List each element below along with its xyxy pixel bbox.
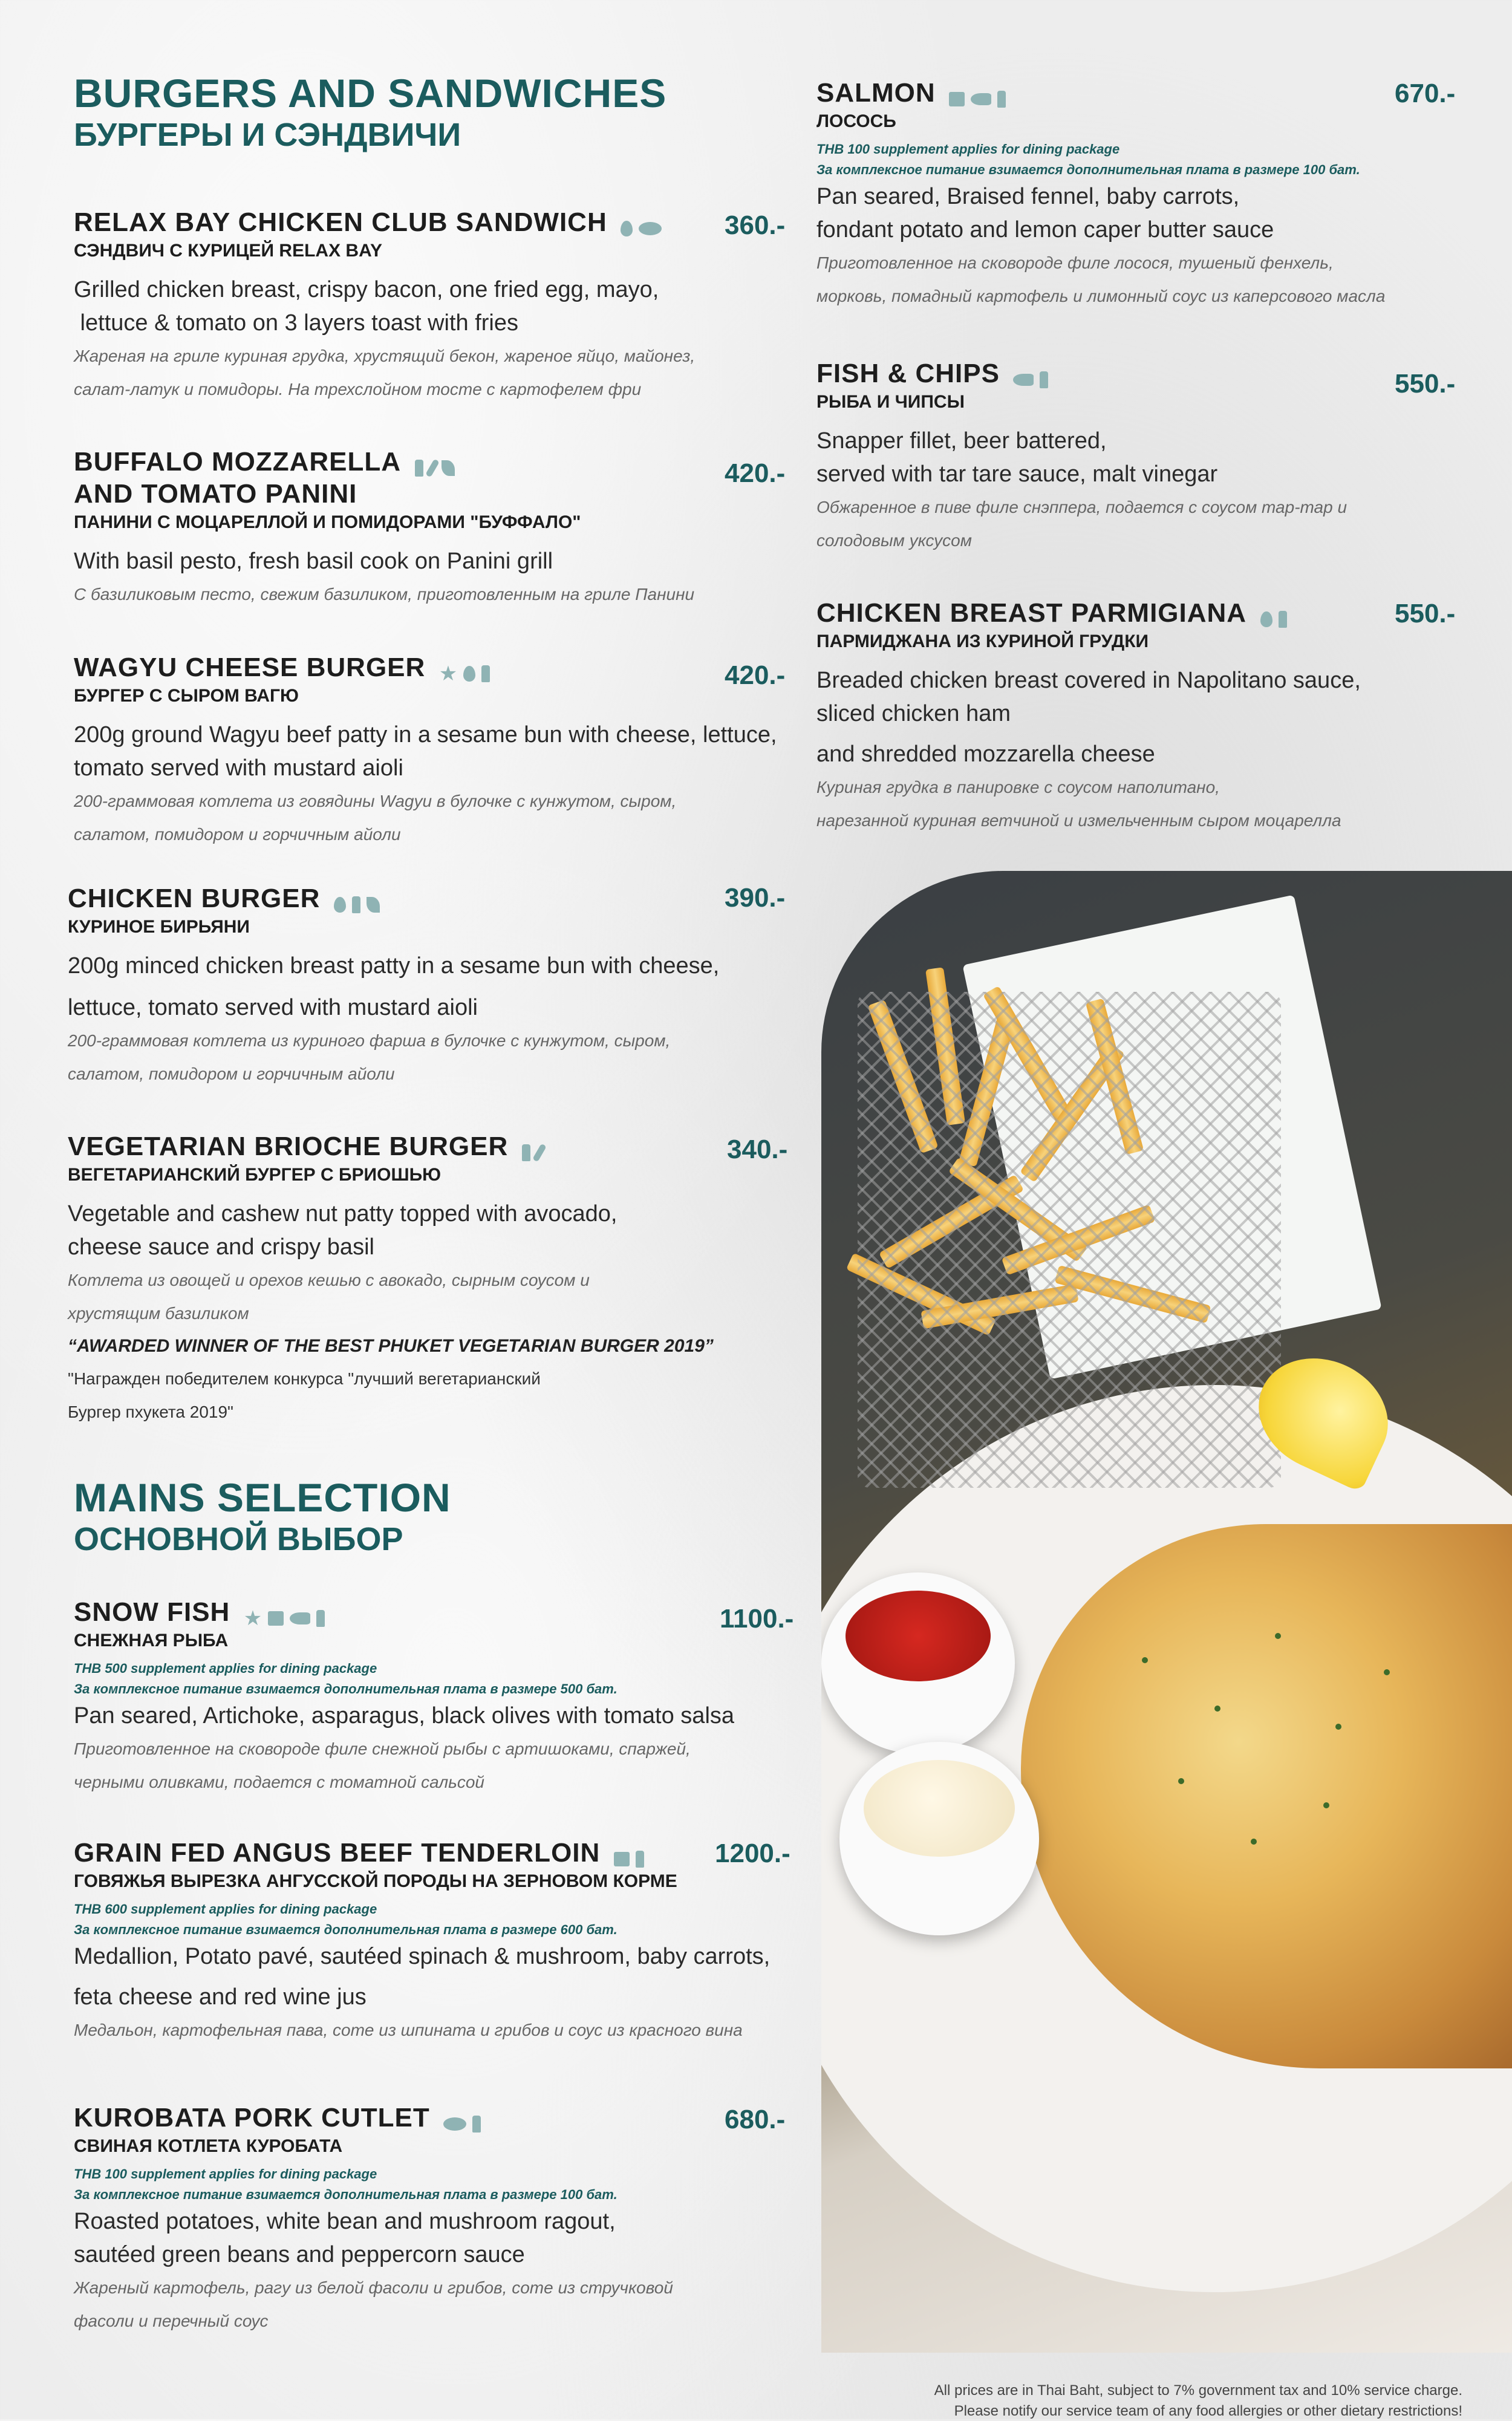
item-desc-ru: Котлета из овощей и орехов кешью с авокадо, сырным соусом и bbox=[68, 1270, 590, 1289]
item-desc-2: served with tar tare sauce, malt vinegar bbox=[816, 461, 1218, 487]
wire-basket bbox=[858, 992, 1281, 1488]
item-price: 360.- bbox=[725, 210, 786, 240]
item-desc: Snapper fillet, beer battered, bbox=[816, 428, 1107, 454]
menu-item-vegetarian-burger bbox=[68, 1131, 793, 1429]
leaf-icon bbox=[367, 897, 380, 913]
item-desc-ru: Медальон, картофельная пава, соте из шпината и грибов и соус из красного вина bbox=[74, 2021, 743, 2040]
item-desc-ru: Приготовленное на сковороде филе лосося, тушеный фенхель, bbox=[816, 253, 1334, 273]
supplement-note: THB 100 supplement applies for dining package bbox=[74, 2166, 377, 2182]
item-desc: With basil pesto, fresh basil cook on Panini grill bbox=[74, 548, 553, 574]
fish-icon bbox=[290, 1612, 310, 1624]
section-subtitle: ОСНОВНОЙ ВЫБОР bbox=[74, 1520, 403, 1557]
item-desc: Grilled chicken breast, crispy bacon, one fried egg, mayo, bbox=[74, 276, 659, 302]
award-text: “AWARDED WINNER OF THE BEST PHUKET VEGETARIAN BURGER 2019” bbox=[68, 1336, 714, 1357]
item-icons bbox=[415, 459, 461, 477]
supplement-note-ru: За комплексное питание взимается дополнительная плата в размере 100 бат. bbox=[74, 2186, 618, 2202]
item-desc: Roasted potatoes, white bean and mushroom ragout, bbox=[74, 2208, 616, 2234]
item-desc-2: lettuce & tomato on 3 layers toast with fries bbox=[74, 310, 519, 336]
item-price: 340.- bbox=[727, 1135, 788, 1164]
bottle-icon bbox=[522, 1144, 530, 1161]
fish-icon bbox=[1013, 374, 1034, 386]
section-burgers-header bbox=[74, 71, 666, 154]
item-desc: 200g ground Wagyu beef patty in a sesame bun with cheese, lettuce, bbox=[74, 722, 777, 748]
item-desc-ru: С базиликовым песто, свежим базиликом, приготовленным на гриле Панини bbox=[74, 584, 695, 604]
item-name-ru: СНЕЖНАЯ РЫБА bbox=[74, 1630, 229, 1650]
footer-line-2: Please notify our service team of any food allergies or other dietary restrictions! bbox=[954, 2402, 1462, 2419]
item-desc-ru-2: фасоли и перечный соус bbox=[74, 2311, 269, 2330]
item-desc: 200g minced chicken breast patty in a sesame bun with cheese, bbox=[68, 953, 720, 979]
food-photo bbox=[821, 871, 1512, 2353]
box-icon bbox=[949, 92, 965, 106]
item-name-ru: РЫБА И ЧИПСЫ bbox=[816, 391, 965, 412]
item-name-ru: СЭНДВИЧ С КУРИЦЕЙ RELAX BAY bbox=[74, 240, 382, 261]
item-desc: Pan seared, Braised fennel, baby carrots, bbox=[816, 183, 1240, 209]
item-desc-3: and shredded mozzarella cheese bbox=[816, 741, 1155, 767]
star-icon: ★ bbox=[438, 662, 458, 685]
item-name: CHICKEN BURGER bbox=[68, 884, 321, 913]
chili-icon bbox=[425, 458, 440, 477]
item-name: VEGETARIAN BRIOCHE BURGER bbox=[68, 1132, 509, 1161]
item-name-ru: ЛОСОСЬ bbox=[816, 111, 896, 131]
item-price: 1200.- bbox=[715, 1839, 790, 1868]
item-desc-2: sautéed green beans and peppercorn sauce bbox=[74, 2242, 525, 2268]
item-price: 550.- bbox=[1395, 599, 1456, 628]
item-name: WAGYU CHEESE BURGER bbox=[74, 653, 426, 682]
item-desc-ru: Жареная на гриле куриная грудка, хрустящий бекон, жареное яйцо, майонез, bbox=[74, 346, 696, 365]
item-name: BUFFALO MOZZARELLA bbox=[74, 447, 402, 477]
item-name: GRAIN FED ANGUS BEEF TENDERLOIN bbox=[74, 1838, 601, 1868]
bottle-icon bbox=[481, 665, 490, 682]
item-desc-2: cheese sauce and crispy basil bbox=[68, 1234, 374, 1260]
bottle-icon bbox=[636, 1851, 644, 1868]
chili-icon bbox=[532, 1143, 547, 1162]
item-name: KUROBATA PORK CUTLET bbox=[74, 2103, 430, 2133]
menu-item-chicken-burger bbox=[68, 883, 793, 1090]
item-name-ru: ГОВЯЖЬЯ ВЫРЕЗКА АНГУССКОЙ ПОРОДЫ НА ЗЕРНОВОМ КОРМЕ bbox=[74, 1871, 677, 1891]
bottle-icon bbox=[997, 91, 1006, 108]
menu-item-kurobata-pork bbox=[74, 2102, 812, 2338]
item-name: SNOW FISH bbox=[74, 1597, 230, 1627]
menu-item-angus-tenderloin bbox=[74, 1837, 824, 2047]
fish-icon bbox=[971, 93, 991, 105]
item-icons bbox=[244, 1608, 331, 1629]
mayo-ramekin bbox=[839, 1742, 1039, 1935]
item-desc-ru-2: салатом, помидором и горчичным айоли bbox=[74, 824, 401, 844]
item-desc-ru-2: нарезанной куриная ветчиной и измельченным сыром моцарелла bbox=[816, 810, 1341, 830]
item-icons bbox=[1260, 611, 1293, 628]
item-name: CHICKEN BREAST PARMIGIANA bbox=[816, 598, 1247, 628]
item-desc: Breaded chicken breast covered in Napolitano sauce, bbox=[816, 667, 1361, 693]
item-name: RELAX BAY CHICKEN CLUB SANDWICH bbox=[74, 207, 607, 237]
item-desc-ru: 200-граммовая котлета из говядины Wagyu в булочке с кунжутом, сыром, bbox=[74, 791, 677, 810]
item-icons bbox=[1013, 371, 1054, 388]
box-icon bbox=[614, 1852, 630, 1866]
item-icons bbox=[439, 663, 496, 684]
item-icons bbox=[443, 2116, 487, 2133]
drop-icon bbox=[463, 666, 475, 682]
item-desc-2: tomato served with mustard aioli bbox=[74, 755, 403, 781]
bottle-icon bbox=[415, 460, 423, 477]
item-desc-2: feta cheese and red wine jus bbox=[74, 1984, 367, 2010]
supplement-note-ru: За комплексное питание взимается дополнительная плата в размере 100 бат. bbox=[816, 161, 1360, 177]
item-desc-ru-2: морковь, помадный картофель и лимонный соус из каперсового масла bbox=[816, 286, 1386, 305]
item-price: 1100.- bbox=[720, 1604, 794, 1634]
item-desc-ru-2: черными оливками, подается с томатной сальсой bbox=[74, 1772, 484, 1791]
item-icons bbox=[614, 1851, 650, 1868]
item-desc: Pan seared, Artichoke, asparagus, black olives with tomato salsa bbox=[74, 1703, 735, 1729]
item-icons bbox=[522, 1144, 549, 1162]
item-name-ru: БУРГЕР С СЫРОМ ВАГЮ bbox=[74, 685, 299, 706]
item-name: FISH & CHIPS bbox=[816, 359, 1000, 388]
item-price: 420.- bbox=[725, 458, 786, 488]
item-icons bbox=[334, 896, 386, 913]
item-desc-ru-2: салатом, помидором и горчичным айоли bbox=[68, 1064, 395, 1083]
menu-item-buffalo-panini bbox=[74, 446, 800, 611]
item-desc-ru: Жареный картофель, рагу из белой фасоли и грибов, соте из стручковой bbox=[74, 2278, 673, 2298]
item-name: SALMON bbox=[816, 78, 936, 108]
item-name-ru: ВЕГЕТАРИАНСКИЙ БУРГЕР С БРИОШЬЮ bbox=[68, 1164, 442, 1185]
item-desc: Medallion, Potato pavé, sautéed spinach & mushroom, baby carrots, bbox=[74, 1943, 771, 1969]
item-desc-2: sliced chicken ham bbox=[816, 700, 1011, 726]
item-desc-ru-2: солодовым уксусом bbox=[816, 530, 972, 550]
supplement-note-ru: За комплексное питание взимается дополнительная плата в размере 600 бат. bbox=[74, 1921, 618, 1937]
item-name-ru: СВИНАЯ КОТЛЕТА КУРОБАТА bbox=[74, 2136, 343, 2156]
drop-icon bbox=[621, 221, 633, 236]
bottle-icon bbox=[352, 896, 360, 913]
item-desc-ru: Куриная грудка в панировке с соусом наполитано, bbox=[816, 778, 1220, 797]
footer-line-1: All prices are in Thai Baht, subject to 7% government tax and 10% service charge. bbox=[934, 2382, 1462, 2399]
leaf-icon bbox=[442, 460, 455, 476]
supplement-note: THB 600 supplement applies for dining package bbox=[74, 1901, 377, 1917]
star-icon: ★ bbox=[243, 1606, 262, 1630]
item-price: 670.- bbox=[1395, 79, 1456, 108]
ketchup-ramekin bbox=[821, 1572, 1015, 1754]
item-desc-2: lettuce, tomato served with mustard aioli bbox=[68, 994, 478, 1020]
item-name-ru: КУРИНОЕ БИРЬЯНИ bbox=[68, 916, 250, 937]
supplement-note: THB 500 supplement applies for dining package bbox=[74, 1660, 377, 1676]
bottle-icon bbox=[316, 1610, 325, 1627]
award-text-ru-2: Бургер пхукета 2019" bbox=[68, 1402, 233, 1421]
item-price: 680.- bbox=[725, 2105, 786, 2134]
item-name-ru: ПАРМИДЖАНА ИЗ КУРИНОЙ ГРУДКИ bbox=[816, 631, 1149, 651]
bottle-icon bbox=[1279, 611, 1287, 628]
item-desc-ru: 200-граммовая котлета из куриного фарша в булочке с кунжутом, сыром, bbox=[68, 1031, 671, 1050]
item-price: 550.- bbox=[1395, 369, 1456, 399]
item-desc-ru-2: салат-латук и помидоры. На трехслойном тосте с картофелем фри bbox=[74, 379, 642, 399]
item-price: 420.- bbox=[725, 660, 786, 690]
award-text-ru: "Награжден победителем конкурса "лучший вегетарианский bbox=[68, 1369, 541, 1389]
menu-item-fish-chips bbox=[816, 358, 1482, 557]
item-name-ru: ПАНИНИ С МОЦАРЕЛЛОЙ И ПОМИДОРАМИ "БУФФАЛО" bbox=[74, 512, 581, 532]
item-desc-ru: Обжаренное в пиве филе снэппера, подается с соусом тар-тар и bbox=[816, 497, 1347, 516]
section-subtitle: БУРГЕРЫ И СЭНДВИЧИ bbox=[74, 116, 461, 153]
item-price: 390.- bbox=[725, 883, 786, 913]
item-icons bbox=[949, 91, 1012, 108]
item-desc-2: fondant potato and lemon caper butter sauce bbox=[816, 217, 1274, 243]
supplement-note: THB 100 supplement applies for dining package bbox=[816, 141, 1120, 157]
section-title: BURGERS AND SANDWICHES bbox=[74, 71, 667, 116]
item-desc: Vegetable and cashew nut patty topped with avocado, bbox=[68, 1201, 618, 1227]
pig-icon bbox=[639, 222, 662, 235]
bottle-icon bbox=[1040, 371, 1048, 388]
pig-icon bbox=[443, 2117, 466, 2131]
item-desc-ru: Приготовленное на сковороде филе снежной рыбы с артишоками, спаржей, bbox=[74, 1739, 691, 1759]
item-name-2: AND TOMATO PANINI bbox=[74, 478, 357, 509]
drop-icon bbox=[334, 897, 346, 913]
menu-item-relax-bay bbox=[74, 207, 800, 406]
menu-item-wagyu-burger bbox=[74, 652, 800, 851]
supplement-note-ru: За комплексное питание взимается дополнительная плата в размере 500 бат. bbox=[74, 1681, 618, 1696]
section-title: MAINS SELECTION bbox=[74, 1475, 451, 1520]
box-icon bbox=[268, 1611, 284, 1626]
footer-note bbox=[934, 2380, 1462, 2421]
drop-icon bbox=[1260, 611, 1272, 627]
item-icons bbox=[621, 221, 668, 236]
menu-item-salmon bbox=[816, 77, 1482, 313]
bottle-icon bbox=[472, 2116, 481, 2133]
section-mains-header bbox=[74, 1476, 451, 1559]
item-desc-ru-2: хрустящим базиликом bbox=[68, 1303, 249, 1323]
menu-item-snow-fish bbox=[74, 1597, 812, 1799]
menu-item-chicken-parmigiana bbox=[816, 598, 1482, 837]
